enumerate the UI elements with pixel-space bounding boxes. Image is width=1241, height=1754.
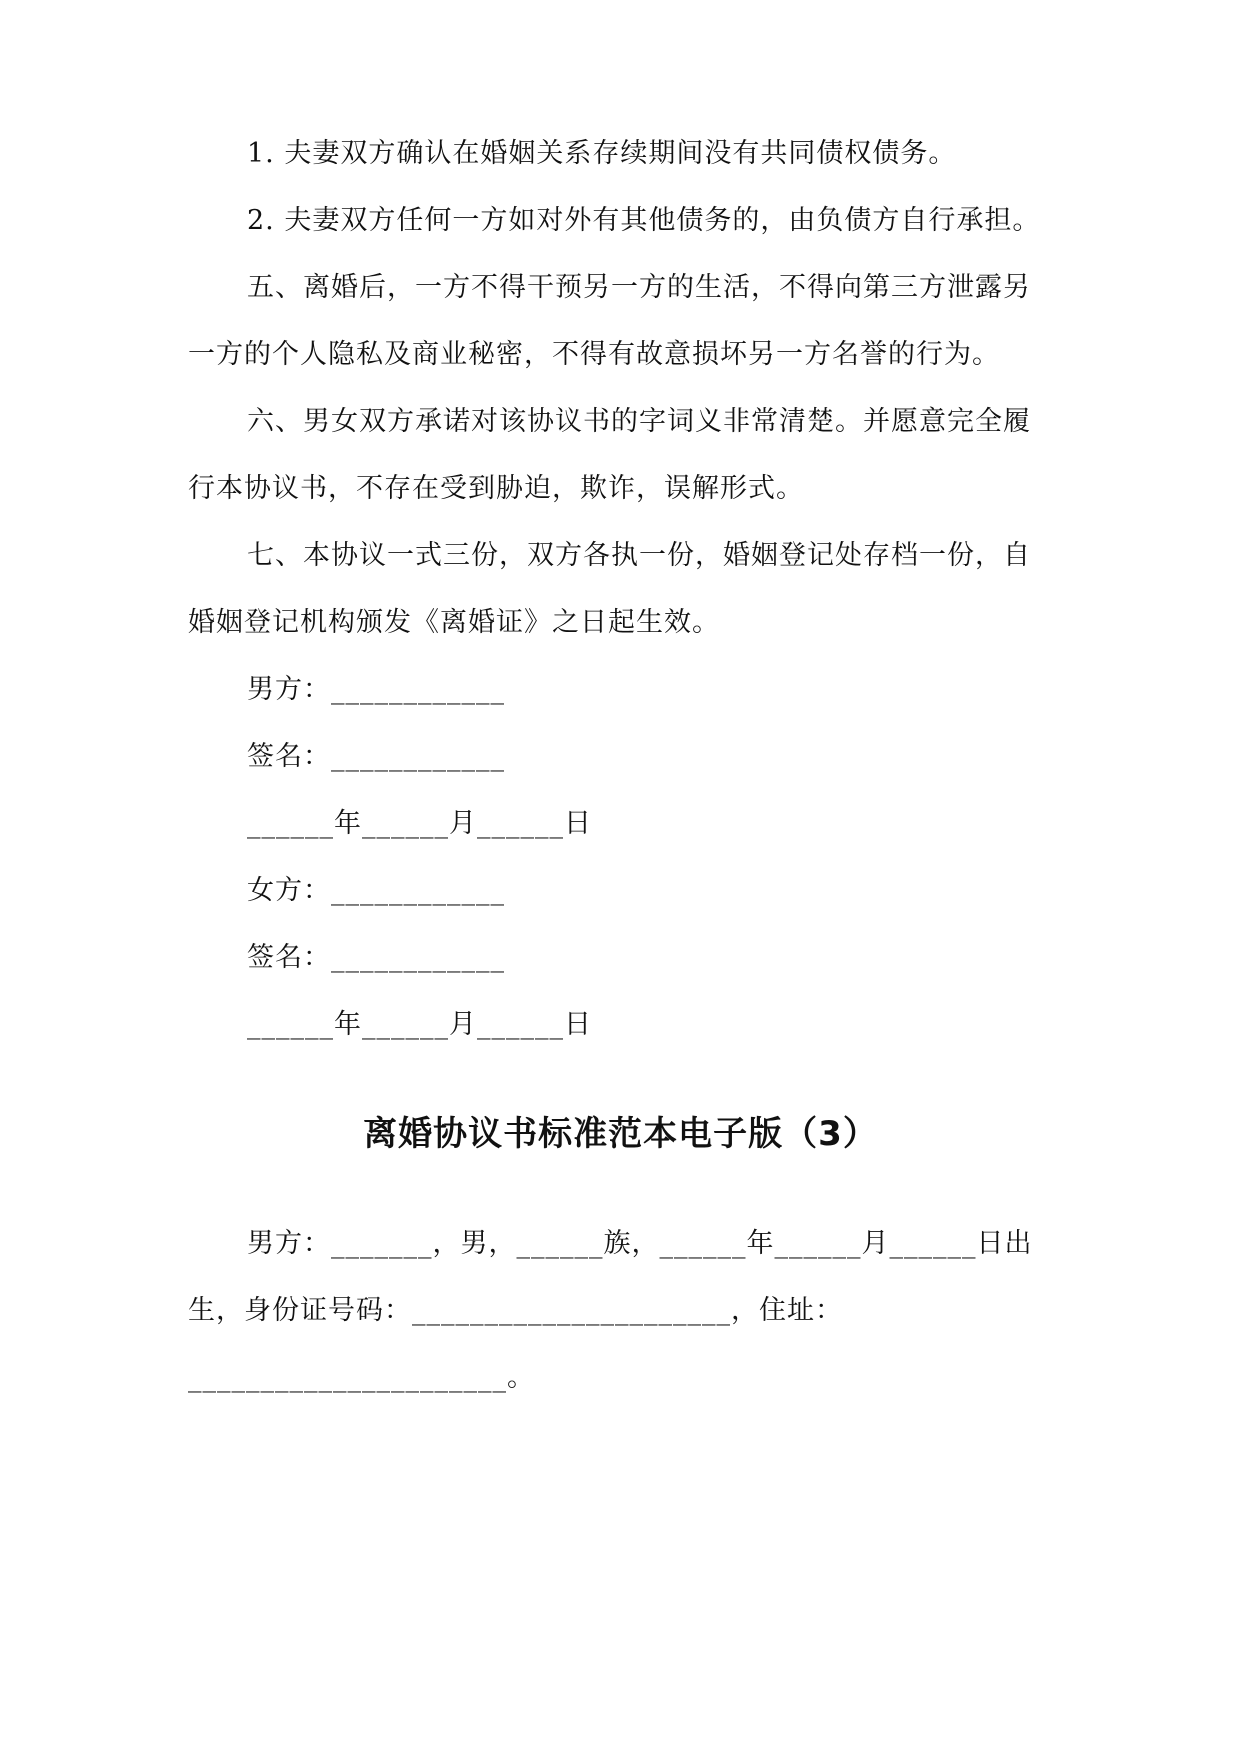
female-signature-line: 签名：____________ [247,942,505,973]
paragraph-debt-item-1: 1. 夫妻双方确认在婚姻关系存续期间没有共同债权债务。 [247,138,957,169]
paragraph-clause-7: 七、本协议一式三份，双方各执一份，婚姻登记处存档一份，自 [247,540,1031,571]
male-date-line: ______年______月______日 [247,808,592,839]
section-title: 离婚协议书标准范本电子版（3） [363,1114,878,1154]
male-info-line-cont: 生，身份证号码：______________________，住址： [188,1295,843,1326]
male-address-line: ______________________。 [188,1362,535,1393]
paragraph-clause-7-cont: 婚姻登记机构颁发《离婚证》之日起生效。 [188,607,720,638]
male-party-line: 男方：____________ [247,674,505,705]
female-party-line: 女方：____________ [247,875,505,906]
paragraph-clause-6: 六、男女双方承诺对该协议书的字词义非常清楚。并愿意完全履 [247,406,1031,437]
male-signature-line: 签名：____________ [247,741,505,772]
paragraph-clause-6-cont: 行本协议书，不存在受到胁迫，欺诈，误解形式。 [188,473,804,504]
paragraph-clause-5: 五、离婚后，一方不得干预另一方的生活，不得向第三方泄露另 [247,272,1031,303]
paragraph-debt-item-2: 2. 夫妻双方任何一方如对外有其他债务的，由负债方自行承担。 [247,205,1041,236]
male-info-line: 男方：_______，男，______族，______年______月______日出 [247,1228,1033,1259]
paragraph-clause-5-cont: 一方的个人隐私及商业秘密，不得有故意损坏另一方名誉的行为。 [188,339,1000,370]
female-date-line: ______年______月______日 [247,1009,592,1040]
